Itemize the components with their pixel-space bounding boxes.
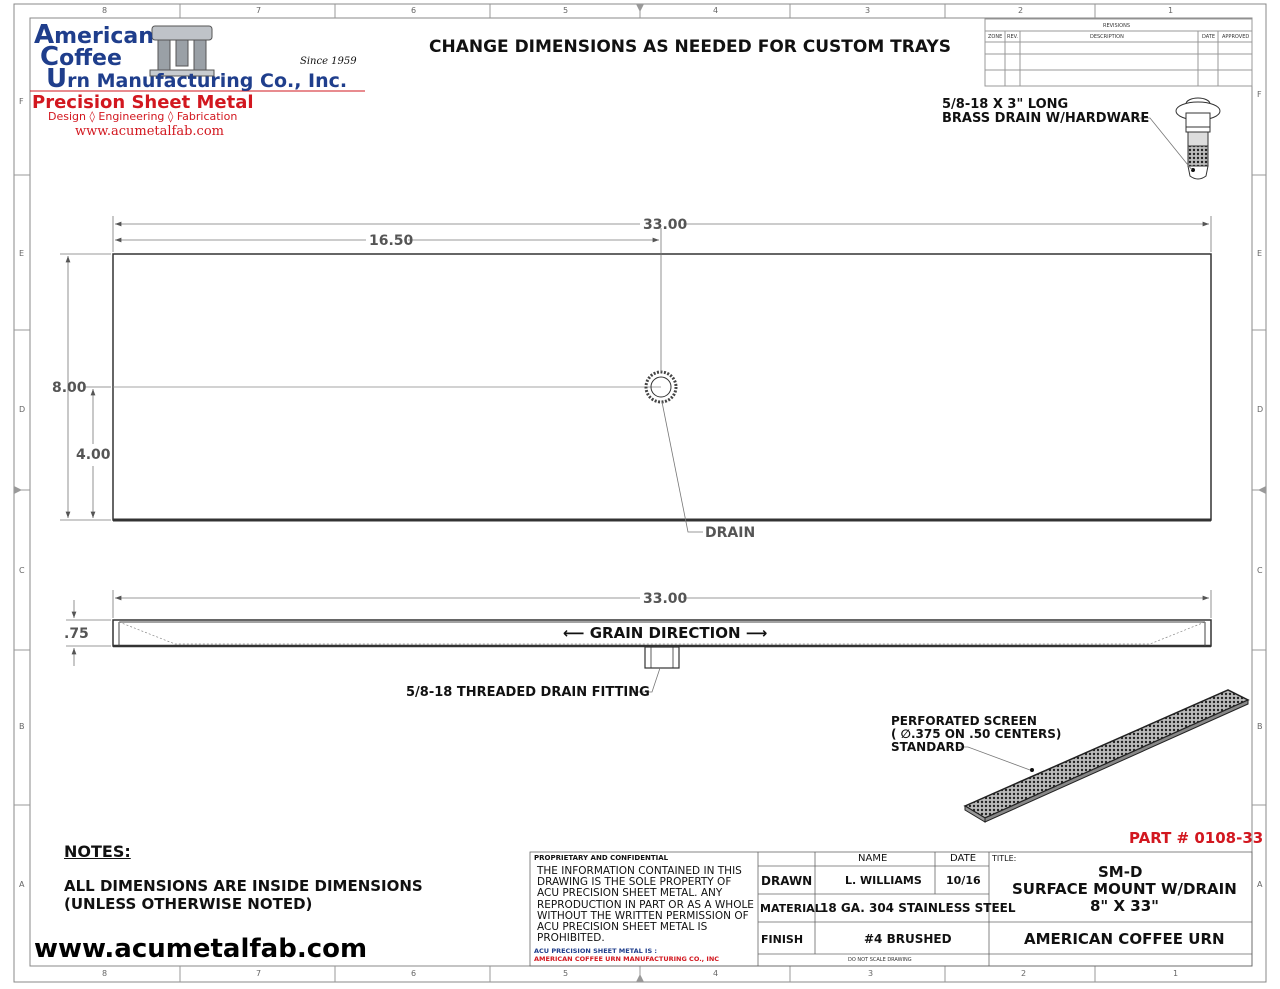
tb-acu-line1: ACU PRECISION SHEET METAL IS : xyxy=(534,947,658,955)
logo-since: Since 1959 xyxy=(300,56,357,67)
zone-row-label: F xyxy=(1257,90,1262,99)
zone-col-label: 8 xyxy=(102,969,108,978)
logo-line-coffee: Coffee xyxy=(40,42,122,72)
zone-col-label: 5 xyxy=(563,6,569,15)
screen-callout-line1: PERFORATED SCREEN xyxy=(891,714,1037,728)
dim-height: .75 xyxy=(64,626,89,642)
tb-title-line2: SURFACE MOUNT W/DRAIN xyxy=(1012,880,1237,898)
notes-heading: NOTES: xyxy=(64,842,131,861)
revisions-col: ZONE xyxy=(988,34,1003,40)
dim-length-side: 33.00 xyxy=(643,591,688,607)
part-number: PART # 0108-33 xyxy=(1129,829,1264,847)
tb-drawn-name: L. WILLIAMS xyxy=(845,874,922,887)
screen-callout-line2: ( ∅.375 ON .50 CENTERS) xyxy=(891,727,1062,741)
tb-proprietary: PROPRIETARY AND CONFIDENTIAL xyxy=(534,854,669,862)
tb-finish-label: FINISH xyxy=(761,933,804,946)
zone-row-label: B xyxy=(19,722,25,731)
zone-row-label: D xyxy=(19,405,26,414)
zone-row-label: A xyxy=(19,880,25,889)
zone-ticks xyxy=(14,4,1266,982)
screen-callout-line3: STANDARD xyxy=(891,740,965,754)
revisions-col: APPROVED xyxy=(1222,34,1250,40)
dim-length-top: 33.00 xyxy=(643,217,688,233)
zone-col-label: 3 xyxy=(865,6,871,15)
tb-material-label: MATERIAL xyxy=(760,902,822,915)
tb-drawn-date: 10/16 xyxy=(946,874,981,887)
zone-col-label: 1 xyxy=(1168,6,1174,15)
tb-acu-line2: AMERICAN COFFEE URN MANUFACTURING CO., INC xyxy=(534,955,720,963)
logo-url: www.acumetalfab.com xyxy=(75,124,224,139)
logo-tagline: Precision Sheet Metal xyxy=(32,92,254,113)
tb-material-value: 18 GA. 304 STAINLESS STEEL xyxy=(820,901,1016,915)
revisions-col: DESCRIPTION xyxy=(1090,34,1124,40)
brass-drain-drawing xyxy=(1176,98,1220,179)
logo-line-urn: Urn Manufacturing Co., Inc. xyxy=(46,64,348,94)
zone-row-label: E xyxy=(1257,249,1263,258)
zone-row-label: B xyxy=(1257,722,1263,731)
page-title: CHANGE DIMENSIONS AS NEEDED FOR CUSTOM TRAYS xyxy=(429,37,951,57)
drain-callout: DRAIN xyxy=(705,525,756,541)
zone-col-label: 4 xyxy=(713,969,719,978)
center-marks xyxy=(14,4,1266,982)
zone-col-label: 5 xyxy=(563,969,569,978)
zone-row-label: E xyxy=(19,249,25,258)
sheet-outer-border xyxy=(14,4,1266,982)
grain-direction-label: ⟵ GRAIN DIRECTION ⟶ xyxy=(563,624,768,642)
revisions-col: DATE xyxy=(1202,34,1216,40)
notes-line2: (UNLESS OTHERWISE NOTED) xyxy=(64,895,313,913)
zone-col-label: 7 xyxy=(256,969,262,978)
brass-drain-callout-line1: 5/8-18 X 3" LONG xyxy=(942,97,1069,112)
zone-row-label: D xyxy=(1257,405,1264,414)
tb-disclaimer: THE INFORMATION CONTAINED IN THIS DRAWING IS THE SOLE PROPERTY OF ACU PRECISION SHEET METAL. ANY REPRODUCTION IN PART OR AS A WHOLE WITHOUT THE WRITTEN PERMISSION OF ACU PRECISION SHEET METAL IS PROHIBITED. xyxy=(537,865,754,945)
zone-col-label: 8 xyxy=(102,6,108,15)
zone-col-label: 4 xyxy=(713,6,719,15)
revisions-title: REVISIONS xyxy=(1103,23,1131,29)
perforated-screen-drawing xyxy=(965,690,1248,822)
logo-services: Design ◊ Engineering ◊ Fabrication xyxy=(48,110,238,123)
zone-col-label: 3 xyxy=(868,969,874,978)
sheet-inner-border xyxy=(30,18,1252,966)
tb-drawn-label: DRAWN xyxy=(761,874,813,888)
tb-do-not-scale: DO NOT SCALE DRAWING xyxy=(848,957,912,963)
zone-col-label: 2 xyxy=(1018,6,1024,15)
tb-title-line3: 8" X 33" xyxy=(1090,897,1159,915)
tb-title-line1: SM-D xyxy=(1098,863,1143,881)
tb-date-header: DATE xyxy=(950,853,977,864)
tb-company: AMERICAN COFFEE URN xyxy=(1024,930,1225,948)
zone-col-label: 6 xyxy=(411,6,417,15)
tb-title-label: TITLE: xyxy=(992,854,1017,863)
tb-name-header: NAME xyxy=(858,853,888,864)
revisions-col: REV. xyxy=(1007,34,1018,40)
zone-row-label: C xyxy=(1257,566,1263,575)
revisions-table xyxy=(985,19,1252,86)
footer-url: www.acumetalfab.com xyxy=(34,934,368,964)
logo-line-american: American xyxy=(34,20,154,50)
zone-col-label: 1 xyxy=(1173,969,1179,978)
zone-row-label: A xyxy=(1257,880,1263,889)
fitting-callout: 5/8-18 THREADED DRAIN FITTING xyxy=(406,685,650,700)
zone-col-label: 7 xyxy=(256,6,262,15)
zone-col-label: 2 xyxy=(1021,969,1027,978)
tb-finish-value: #4 BRUSHED xyxy=(864,932,952,946)
dim-half-width: 4.00 xyxy=(76,447,111,463)
brass-drain-callout-line2: BRASS DRAIN W/HARDWARE xyxy=(942,111,1150,126)
drain-fitting xyxy=(645,647,679,668)
dim-width: 8.00 xyxy=(52,380,87,396)
notes-line1: ALL DIMENSIONS ARE INSIDE DIMENSIONS xyxy=(64,877,423,895)
dim-half-length: 16.50 xyxy=(369,233,414,249)
zone-row-label: C xyxy=(19,566,25,575)
zone-col-label: 6 xyxy=(411,969,417,978)
zone-row-label: F xyxy=(19,97,24,106)
